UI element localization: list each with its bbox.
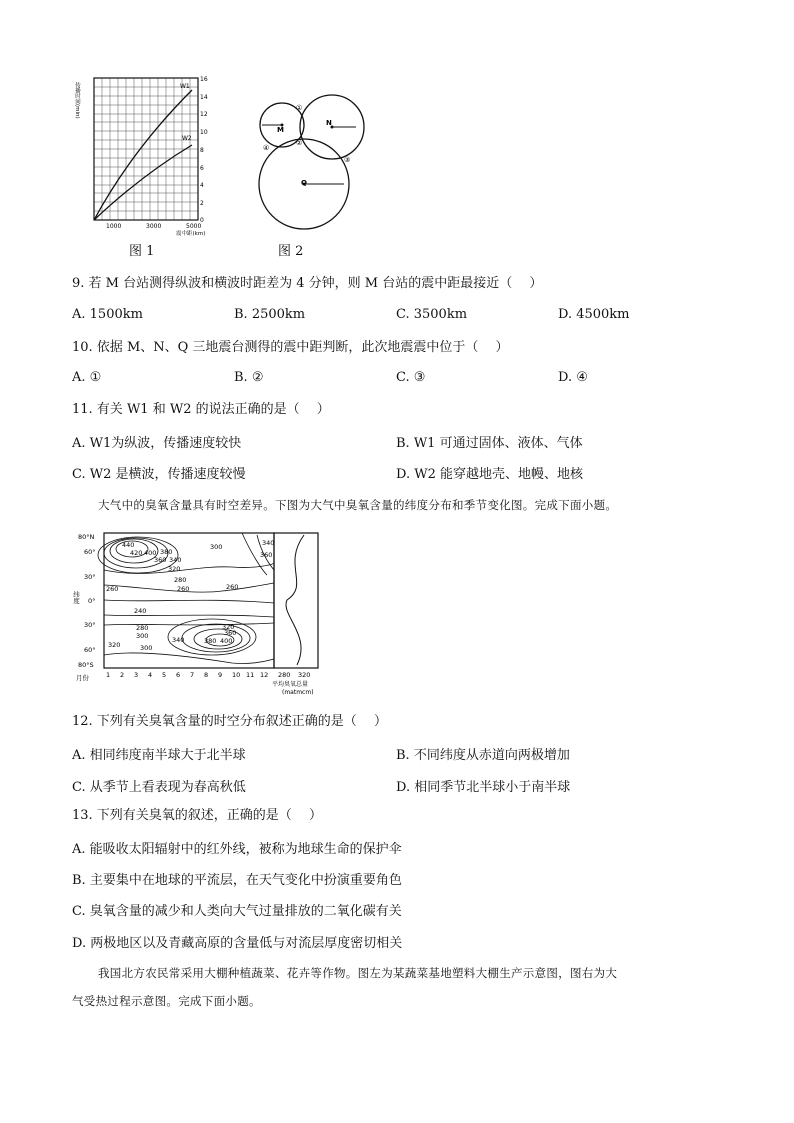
point-2: ② bbox=[296, 139, 303, 147]
contour-label: 340 bbox=[169, 556, 182, 564]
question-10-option-b[interactable]: B. ② bbox=[234, 370, 264, 385]
contour-label: 300 bbox=[210, 543, 223, 551]
y-tick: 16 bbox=[200, 76, 208, 83]
contour-label: 320 bbox=[222, 623, 235, 631]
side-tick: 320 bbox=[298, 671, 311, 679]
contour-label: 420 bbox=[130, 549, 143, 557]
month-tick: 6 bbox=[176, 671, 181, 679]
station-m: M bbox=[277, 126, 284, 134]
greenhouse-intro-line-2: 气受热过程示意图。完成下面小题。 bbox=[72, 994, 261, 1008]
contour-label: 360 bbox=[154, 556, 167, 564]
month-tick: 1 bbox=[106, 671, 111, 679]
question-10-option-a[interactable]: A. ① bbox=[72, 370, 102, 385]
lat-tick: 60° bbox=[84, 646, 96, 654]
w2-curve bbox=[94, 145, 192, 220]
question-11-option-b[interactable]: B. W1 可通过固体、液体、气体 bbox=[396, 436, 583, 451]
figure-2-circles bbox=[252, 92, 372, 242]
question-12-option-a[interactable]: A. 相同纬度南半球大于北半球 bbox=[72, 748, 246, 763]
x-tick: 1000 bbox=[106, 223, 122, 230]
contour-label: 360 bbox=[260, 551, 273, 559]
side-profile-curve bbox=[286, 535, 304, 665]
question-9-option-b[interactable]: B. 2500km bbox=[234, 307, 306, 322]
lat-tick: 30° bbox=[84, 573, 96, 581]
y-tick: 6 bbox=[200, 165, 204, 172]
contour-label: 400 bbox=[144, 549, 157, 557]
y-tick: 14 bbox=[200, 94, 208, 101]
contour-label: 400 bbox=[220, 637, 233, 645]
question-13-stem: 13. 下列有关臭氧的叙述，正确的是（ ） bbox=[72, 808, 322, 823]
month-tick: 2 bbox=[120, 671, 125, 679]
question-9-option-c[interactable]: C. 3500km bbox=[396, 307, 468, 322]
y-axis-title: 纬度 bbox=[72, 591, 80, 604]
question-13-option-a[interactable]: A. 能吸收太阳辐射中的红外线，被称为地球生命的保护伞 bbox=[72, 842, 402, 857]
contour-label: 300 bbox=[136, 632, 149, 640]
curve-label-w1: W1 bbox=[180, 83, 190, 90]
month-tick: 11 bbox=[246, 671, 255, 679]
month-tick: 10 bbox=[232, 671, 241, 679]
side-tick: 280 bbox=[278, 671, 291, 679]
y-axis-title: 传播时间(min) bbox=[74, 82, 80, 119]
question-12-option-c[interactable]: C. 从季节上看表现为春高秋低 bbox=[72, 780, 246, 795]
y-tick: 12 bbox=[200, 111, 208, 118]
question-10-option-c[interactable]: C. ③ bbox=[396, 370, 426, 385]
ozone-contour-chart bbox=[72, 525, 332, 700]
station-n: N bbox=[326, 119, 332, 127]
x-axis-title: 震中距(km) bbox=[176, 231, 206, 237]
figure-1-label: 图 1 bbox=[129, 244, 155, 259]
month-tick: 4 bbox=[148, 671, 153, 679]
y-tick: 2 bbox=[200, 200, 204, 207]
point-4: ④ bbox=[263, 144, 270, 152]
lat-tick: 30° bbox=[84, 621, 96, 629]
contour-label: 300 bbox=[140, 644, 153, 652]
w1-curve bbox=[94, 90, 192, 220]
point-1: ① bbox=[296, 104, 303, 112]
question-9-option-d[interactable]: D. 4500km bbox=[558, 307, 630, 322]
question-12-option-d[interactable]: D. 相同季节北半球小于南半球 bbox=[396, 780, 571, 795]
contour-label: 280 bbox=[174, 576, 187, 584]
contour-label: 340 bbox=[172, 636, 185, 644]
question-10-option-d[interactable]: D. ④ bbox=[558, 370, 588, 385]
month-tick: 7 bbox=[190, 671, 195, 679]
side-axis-title: 平均臭氧总量 bbox=[272, 681, 309, 688]
contour-label: 260 bbox=[177, 585, 190, 593]
y-tick: 8 bbox=[200, 147, 204, 154]
station-q: Q bbox=[301, 179, 307, 187]
lat-tick: 80°N bbox=[78, 533, 95, 541]
contour-label: 260 bbox=[106, 585, 119, 593]
contour-lines bbox=[98, 533, 274, 664]
lat-tick: 0° bbox=[88, 597, 96, 605]
contour-label: 240 bbox=[134, 607, 147, 615]
month-tick: 9 bbox=[218, 671, 223, 679]
y-tick: 10 bbox=[200, 129, 208, 136]
ozone-figure bbox=[72, 525, 332, 700]
question-9-stem: 9. 若 M 台站测得纵波和横波时距差为 4 分钟，则 M 台站的震中距最接近（ ） bbox=[72, 276, 543, 291]
lat-tick: 60° bbox=[84, 548, 96, 556]
contour-label: 320 bbox=[168, 565, 181, 573]
month-tick-group bbox=[76, 671, 314, 696]
contour-label: 340 bbox=[262, 539, 275, 547]
y-tick: 4 bbox=[200, 182, 204, 189]
contour-label: 360 bbox=[224, 629, 237, 637]
contour-label: 280 bbox=[136, 624, 149, 632]
contour-label: 440 bbox=[122, 541, 135, 549]
lat-tick: 80°S bbox=[78, 661, 94, 669]
figure-1 bbox=[72, 70, 222, 240]
point-3: ③ bbox=[344, 156, 351, 164]
month-tick: 3 bbox=[134, 671, 139, 679]
x-tick: 3000 bbox=[146, 223, 162, 230]
question-12-stem: 12. 下列有关臭氧含量的时空分布叙述正确的是（ ） bbox=[72, 714, 387, 729]
question-12-option-b[interactable]: B. 不同纬度从赤道向两极增加 bbox=[396, 748, 570, 763]
figure-2-label: 图 2 bbox=[278, 244, 304, 259]
x-tick: 5000 bbox=[186, 223, 202, 230]
greenhouse-intro-line-1: 我国北方农民常采用大棚种植蔬菜、花卉等作物。图左为某蔬菜基地塑料大棚生产示意图，图右为大 bbox=[98, 966, 618, 980]
figure-1-graph bbox=[72, 70, 222, 240]
month-axis-label: 月份 bbox=[76, 674, 89, 682]
figure-2 bbox=[252, 92, 372, 242]
contour-label: 380 bbox=[160, 548, 173, 556]
question-11-stem: 11. 有关 W1 和 W2 的说法正确的是（ ） bbox=[72, 402, 330, 417]
side-axis-unit: (matmcm) bbox=[282, 689, 314, 696]
contour-label: 380 bbox=[204, 637, 217, 645]
question-11-option-d[interactable]: D. W2 能穿越地壳、地幔、地核 bbox=[396, 467, 583, 482]
question-11-option-c[interactable]: C. W2 是横波，传播速度较慢 bbox=[72, 467, 246, 482]
month-tick: 5 bbox=[162, 671, 167, 679]
y-tick: 0 bbox=[200, 217, 204, 224]
curve-label-w2: W2 bbox=[182, 135, 192, 142]
question-11-option-a[interactable]: A. W1为纵波，传播速度较快 bbox=[72, 436, 242, 451]
question-13-option-d[interactable]: D. 两极地区以及青藏高原的含量低与对流层厚度密切相关 bbox=[72, 936, 403, 951]
question-13-option-b[interactable]: B. 主要集中在地球的平流层，在天气变化中扮演重要角色 bbox=[72, 873, 402, 888]
contour-label: 320 bbox=[108, 641, 121, 649]
question-9-option-a[interactable]: A. 1500km bbox=[72, 307, 143, 322]
lat-tick-group bbox=[78, 533, 96, 669]
month-tick: 8 bbox=[204, 671, 209, 679]
question-13-option-c[interactable]: C. 臭氧含量的减少和人类向大气过量排放的二氧化碳有关 bbox=[72, 904, 402, 919]
contour-label: 260 bbox=[226, 583, 239, 591]
month-tick: 12 bbox=[260, 671, 269, 679]
ozone-intro: 大气中的臭氧含量具有时空差异。下图为大气中臭氧含量的纬度分布和季节变化图。完成下面小题。 bbox=[98, 498, 618, 512]
question-10-stem: 10. 依据 M、N、Q 三地震台测得的震中距判断，此次地震震中位于（ ） bbox=[72, 340, 509, 355]
